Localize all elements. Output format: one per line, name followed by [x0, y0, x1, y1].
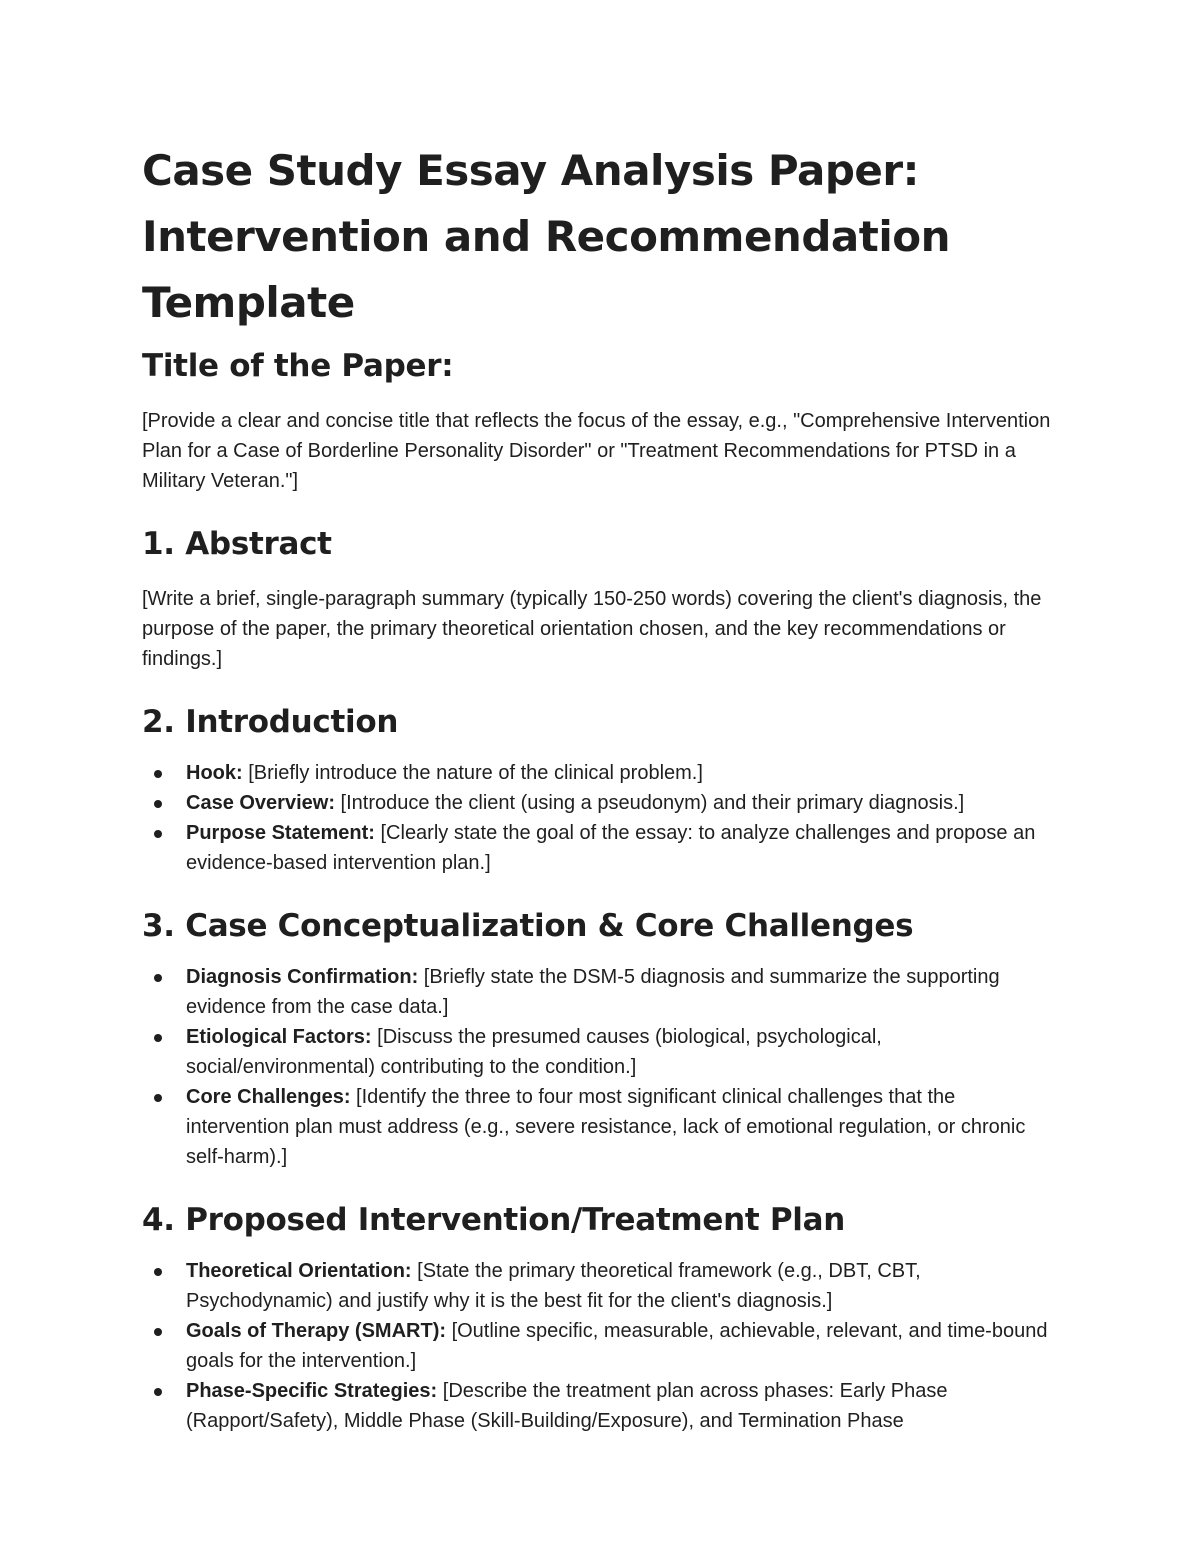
- document-title-line-2: Intervention and Recommendation: [142, 212, 950, 261]
- section-heading-introduction: 2. Introduction: [142, 704, 399, 740]
- list-item-label: Phase-Specific Strategies:: [186, 1380, 438, 1402]
- list-item-text: [Outline specific, measurable, achievable, relevant, and time-bound goals for the intervention.]: [186, 1320, 1048, 1372]
- bullet-icon: [154, 1328, 162, 1336]
- document-title-line-1: Case Study Essay Analysis Paper:: [142, 146, 919, 195]
- list-item-text: [State the primary theoretical framework (e.g., DBT, CBT, Psychodynamic) and justify why it is the best fit for the client's diagnosis.]: [186, 1260, 921, 1312]
- list-item: [142, 1256, 1062, 1316]
- bullet-icon: [154, 830, 162, 838]
- introduction-list: [142, 758, 1062, 878]
- conceptualization-list: [142, 962, 1062, 1172]
- list-item-text: [Briefly state the DSM-5 diagnosis and summarize the supporting evidence from the case data.]: [186, 966, 1000, 1018]
- section-body-paper-title: [Provide a clear and concise title that reflects the focus of the essay, e.g., "Comprehensive Intervention Plan for a Case of Borderline Personality Disorder" or "Treatment Recommendations for PTSD in a Military Veteran."]: [142, 410, 1051, 492]
- document-title: [142, 138, 1062, 336]
- list-item: [142, 1022, 1062, 1082]
- list-item-label: Hook:: [186, 762, 243, 784]
- list-item: [142, 758, 1062, 788]
- section-body-abstract: [Write a brief, single-paragraph summary (typically 150-250 words) covering the client's diagnosis, the purpose of the paper, the primary theoretical orientation chosen, and the key recommendations or findings.]: [142, 588, 1042, 670]
- intervention-list: [142, 1256, 1062, 1436]
- list-item: [142, 1376, 1062, 1436]
- list-item-text: [Discuss the presumed causes (biological, psychological, social/environmental) contributing to the condition.]: [186, 1026, 882, 1078]
- list-item-label: Theoretical Orientation:: [186, 1260, 412, 1282]
- list-item: [142, 788, 1062, 818]
- list-item-label: Etiological Factors:: [186, 1026, 372, 1048]
- section-heading-paper-title: Title of the Paper:: [142, 348, 454, 384]
- list-item-label: Goals of Therapy (SMART):: [186, 1320, 447, 1342]
- list-item: [142, 818, 1062, 878]
- list-item-text: [Briefly introduce the nature of the clinical problem.]: [242, 762, 703, 784]
- list-item-label: Core Challenges:: [186, 1086, 351, 1108]
- document-title-line-3: Template: [142, 278, 355, 327]
- list-item-text: [Introduce the client (using a pseudonym) and their primary diagnosis.]: [334, 792, 965, 814]
- list-item-label: Diagnosis Confirmation:: [186, 966, 419, 988]
- list-item-text: [Identify the three to four most significant clinical challenges that the intervention plan must address (e.g., severe resistance, lack of emotional regulation, or chronic self-harm).]: [186, 1086, 1026, 1168]
- bullet-icon: [154, 800, 162, 808]
- list-item-text: [Describe the treatment plan across phases: Early Phase (Rapport/Safety), Middle Phase (Skill-Building/Exposure), and Termination Phase: [186, 1380, 948, 1432]
- document-page: [142, 138, 1062, 1436]
- list-item-text: [Clearly state the goal of the essay: to analyze challenges and propose an evidence-based intervention plan.]: [186, 822, 1036, 874]
- list-item: [142, 1316, 1062, 1376]
- bullet-icon: [154, 1034, 162, 1042]
- list-item: [142, 1082, 1062, 1172]
- list-item-label: Purpose Statement:: [186, 822, 375, 844]
- bullet-icon: [154, 1094, 162, 1102]
- section-heading-intervention: 4. Proposed Intervention/Treatment Plan: [142, 1202, 845, 1238]
- list-item-label: Case Overview:: [186, 792, 335, 814]
- bullet-icon: [154, 1388, 162, 1396]
- list-item: [142, 962, 1062, 1022]
- bullet-icon: [154, 770, 162, 778]
- bullet-icon: [154, 974, 162, 982]
- section-heading-abstract: 1. Abstract: [142, 526, 332, 562]
- bullet-icon: [154, 1268, 162, 1276]
- section-heading-conceptualization: 3. Case Conceptualization & Core Challenges: [142, 908, 914, 944]
